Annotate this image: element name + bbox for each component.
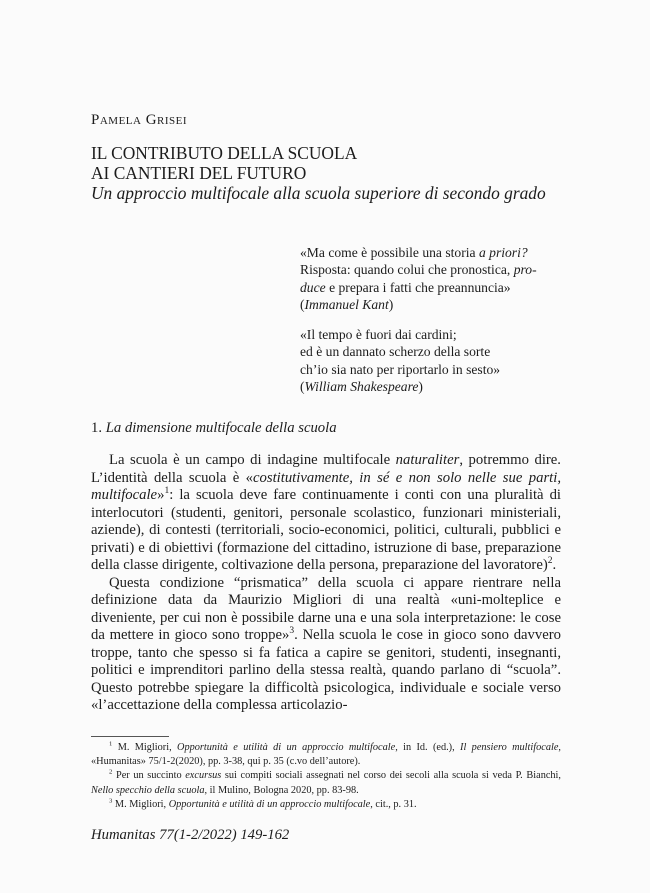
paragraph: Questa condizione “prismatica” della scuola ci appare rientrare nella definizione data da Maurizio Migliori di una realtà «uni-molteplice e diveniente, per cui non è possibile darne una e una sola interpretazione: le cose da mettere in gioco sono troppe»$^3$. Nella scuola le cose in gioco sono davvero troppe, tanto che spesso si fa fatica a capire se genitori, studenti, insegnanti, politici e imprenditori parlino della stessa realtà, quando parlano di “scuola”. Questo potrebbe spiegare la difficoltà psicologica, individuale e sociale verso «l’accettazione della complessa articolazio- — [91, 574, 561, 713]
body-text — [91, 452, 561, 715]
article-title — [91, 143, 611, 203]
epigraph-text: Risposta: quando colui che pronostica, — [300, 262, 514, 278]
paragraph: La scuola è un campo di indagine multifocale naturaliter, potremmo dire. L’identità della scuola è «costitutivamente, in sé e non solo nelle sue parti, multifocale»$^1$: la scuola deve fare continuamente i conti con una pluralità di interlocutori (studenti, genitori, personale scolastico, funzionari ministeriali, aziende), di contesti (territoriali, socio-economici, politici, culturali, pubblici e privati) e di obiettivi (formazione del cittadino, istruzione di base, preparazione della classe dirigente, coltivazione della persona, preparazione del lavoratore)$^2$. — [91, 452, 561, 573]
section-title: La dimensione multifocale della scuola — [105, 420, 337, 436]
epigraph-text: e prepara i fatti che preannuncia» — [325, 279, 511, 295]
footnotes — [91, 741, 561, 812]
epigraphs — [300, 244, 562, 408]
epigraph-line: ch’io sia nato per riportarlo in sesto» — [300, 361, 501, 377]
epigraph-line: ed è un dannato scherzo della sorte — [300, 344, 491, 360]
footnote-divider — [91, 736, 169, 737]
footnote-ref[interactable]: 3 — [289, 625, 295, 637]
epigraph-line: «Il tempo è fuori dai cardini; — [300, 327, 457, 343]
author-name: Pamela Grisei — [91, 112, 188, 128]
epigraph-emphasis: a priori? — [478, 245, 528, 260]
footnote-3: $^3$ M. Migliori, Opportunità e utilità di un approccio multifocale, cit., p. 31. — [109, 797, 417, 810]
epigraph-text: «Ma come è possibile una storia — [300, 245, 479, 260]
title-line-1: IL CONTRIBUTO DELLA SCUOLA — [91, 143, 358, 163]
footnote-1: $^1$ M. Migliori, Opportunità e utilità di un approccio multifocale, in Id. (ed.), Il pensiero multifocale, «Humanitas» 75/1-2(2020), pp. 3-38, qui p. 35 (c.vo dell’autore). — [91, 740, 561, 768]
epigraph-emphasis: duce — [300, 279, 326, 295]
footnote-ref[interactable]: 2 — [547, 555, 553, 567]
title-line-2: AI CANTIERI DEL FUTURO — [91, 163, 307, 183]
article-subtitle: Un approccio multifocale alla scuola superiore di secondo grado — [91, 183, 546, 203]
epigraph-kant — [300, 244, 562, 313]
epigraph-author: (Immanuel Kant) — [300, 296, 394, 312]
epigraph-emphasis: pro- — [513, 262, 537, 278]
footnote-2: $^2$ Per un succinto excursus sui compiti sociali assegnati nel corso dei secoli alla scuola si veda P. Bianchi, Nello specchio della scuola, il Mulino, Bologna 2020, pp. 83-98. — [91, 768, 561, 796]
epigraph-shakespeare — [300, 326, 562, 395]
section-number: 1. — [91, 420, 106, 436]
section-heading — [91, 420, 337, 437]
footnote-ref[interactable]: 1 — [164, 485, 170, 497]
epigraph-author: (William Shakespeare) — [300, 379, 423, 395]
journal-citation: Humanitas 77(1-2/2022) 149-162 — [91, 827, 290, 843]
